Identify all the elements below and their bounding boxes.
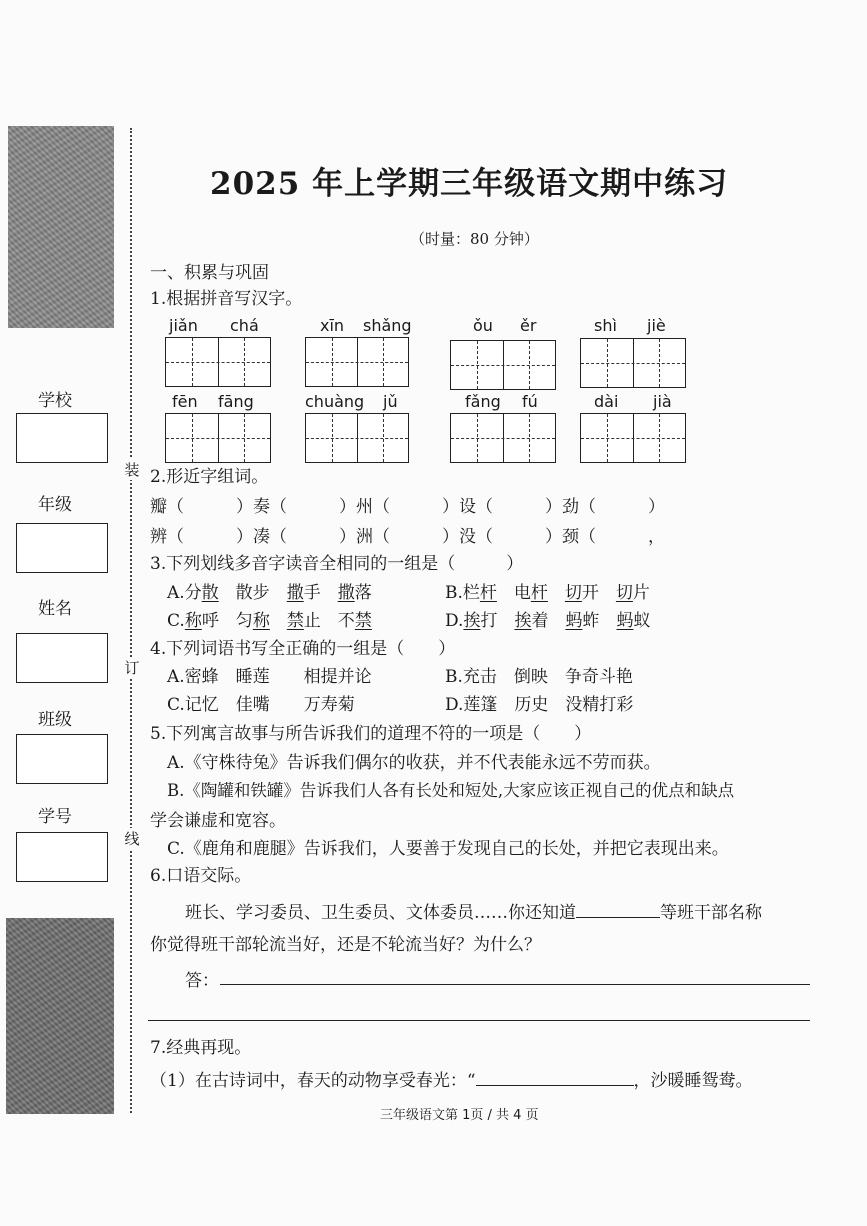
q5-option-b-cont: 学会谦虚和宽容。 xyxy=(150,811,286,831)
section-heading: 一、积累与巩固 xyxy=(150,263,269,283)
pinyin: fǎng xyxy=(465,392,501,411)
school-label: 学校 xyxy=(38,391,72,411)
text: 着 xyxy=(531,611,566,631)
q3-option-d xyxy=(445,606,650,631)
q5-option-b: B.《陶罐和铁罐》告诉我们人各有长处和短处,大家应该正视自己的优点和缺点 xyxy=(167,781,735,800)
text: 片 xyxy=(632,583,650,603)
text: ，沙暖睡鸳鸯。 xyxy=(633,1071,753,1091)
student-id-label: 学号 xyxy=(38,807,72,827)
underlined-char: 蚂 xyxy=(616,611,634,631)
underlined-char: 杆 xyxy=(530,583,548,603)
q2-item: 辨（ xyxy=(150,527,184,547)
q4-option-a: A.密蜂 睡莲 相提并论 xyxy=(167,667,372,687)
q2-item: ）奏（ xyxy=(236,497,287,517)
tian-grid-4[interactable] xyxy=(580,338,686,388)
text: 蚱 xyxy=(582,611,617,631)
text: 散步 xyxy=(218,583,287,603)
tian-grid-1[interactable] xyxy=(165,337,271,387)
pinyin: jiǎn xyxy=(169,316,198,335)
name-label: 姓名 xyxy=(38,599,72,619)
text: 落 xyxy=(354,583,372,603)
q4-prompt: 4.下列词语书写全正确的一组是（ ） xyxy=(150,639,456,659)
pinyin: ěr xyxy=(520,316,537,335)
q2-item: ）劲（ xyxy=(545,497,596,517)
fill-blank[interactable] xyxy=(576,917,660,918)
text: 止 不 xyxy=(303,611,355,631)
underlined-char: 杆 xyxy=(479,583,497,603)
pinyin: chá xyxy=(230,316,259,335)
binding-char-xian: 线 xyxy=(124,830,140,848)
q2-row-1 xyxy=(150,492,665,517)
text: 手 xyxy=(303,583,338,603)
page-footer: 三年级语文第 1页 / 共 4 页 xyxy=(380,1108,539,1123)
time-limit: （时量：80 分钟） xyxy=(410,230,539,248)
pinyin: jià xyxy=(653,392,672,411)
q4-option-b: B.充击 倒映 争奇斗艳 xyxy=(445,667,633,687)
q6-text-1 xyxy=(185,898,762,923)
underlined-char: 切 xyxy=(615,583,633,603)
q5-option-a: A.《守株待兔》告诉我们偶尔的收获，并不代表能永远不劳而获。 xyxy=(167,753,661,773)
text: 班长、学习委员、卫生委员、文体委员……你还知道 xyxy=(185,903,576,923)
q2-item: ） xyxy=(648,497,665,517)
pinyin: shì xyxy=(594,316,617,335)
q3-option-a xyxy=(167,578,372,603)
pinyin: jiè xyxy=(647,316,666,335)
binding-line xyxy=(130,128,132,1113)
q6-prompt: 6.口语交际。 xyxy=(150,866,252,886)
fill-blank[interactable] xyxy=(476,1085,634,1086)
tian-grid-2[interactable] xyxy=(305,337,409,387)
q3-option-c xyxy=(167,606,372,631)
class-field[interactable] xyxy=(16,734,108,784)
text: 电 xyxy=(496,583,531,603)
grade-label: 年级 xyxy=(38,495,72,515)
answer-label: 答： xyxy=(185,971,219,991)
text: 开 xyxy=(581,583,616,603)
tian-grid-6[interactable] xyxy=(305,413,409,463)
q2-item: 瓣（ xyxy=(150,497,184,517)
name-field[interactable] xyxy=(16,633,108,683)
tian-grid-5[interactable] xyxy=(165,413,271,463)
q2-item: ）凑（ xyxy=(236,527,287,547)
answer-line-2[interactable] xyxy=(148,1020,810,1021)
text: C. xyxy=(167,611,185,631)
text xyxy=(270,611,287,631)
pinyin: shǎng xyxy=(363,316,412,335)
underlined-char: 称 xyxy=(252,611,270,631)
text: （1）在古诗词中，春天的动物享受春光：“ xyxy=(150,1071,476,1091)
q2-item: ， xyxy=(648,527,665,547)
underlined-char: 切 xyxy=(564,583,582,603)
underlined-char: 挨 xyxy=(463,611,481,631)
q5-prompt: 5.下列寓言故事与所告诉我们的道理不符的一项是（ ） xyxy=(150,724,592,744)
q2-item: ）州（ xyxy=(339,497,390,517)
pinyin: dài xyxy=(594,392,619,411)
text xyxy=(548,583,565,603)
text: 蚁 xyxy=(633,611,651,631)
underlined-char: 撒 xyxy=(337,583,355,603)
answer-line-1[interactable] xyxy=(220,984,810,985)
student-id-field[interactable] xyxy=(16,832,108,882)
q1-prompt: 1.根据拼音写汉字。 xyxy=(150,289,303,309)
pinyin: fāng xyxy=(218,392,254,411)
q4-option-d: D.莲篷 历史 没精打彩 xyxy=(445,695,634,715)
text: A.分 xyxy=(167,583,202,603)
q2-item: ）颈（ xyxy=(545,527,596,547)
text: D. xyxy=(445,611,464,631)
underlined-char: 称 xyxy=(184,611,202,631)
class-label: 班级 xyxy=(38,710,72,730)
page-title: 2025 年上学期三年级语文期中练习 xyxy=(210,166,729,202)
pinyin: fēn xyxy=(172,392,198,411)
q6-text-2: 你觉得班干部轮流当好，还是不轮流当好？为什么？ xyxy=(150,935,541,955)
scan-dark-block-top xyxy=(8,126,114,328)
tian-grid-8[interactable] xyxy=(580,413,686,463)
q2-item: ）没（ xyxy=(442,527,493,547)
q7-item-1 xyxy=(150,1066,753,1091)
school-field[interactable] xyxy=(16,413,108,463)
grade-field[interactable] xyxy=(16,523,108,573)
q7-prompt: 7.经典再现。 xyxy=(150,1038,252,1058)
underlined-char: 禁 xyxy=(286,611,304,631)
underlined-char: 禁 xyxy=(354,611,372,631)
text: 呼 匀 xyxy=(201,611,253,631)
q3-option-b xyxy=(445,578,650,603)
q2-prompt: 2.形近字组词。 xyxy=(150,467,269,487)
tian-grid-7[interactable] xyxy=(450,413,556,463)
pinyin: ǒu xyxy=(473,316,493,335)
pinyin: xīn xyxy=(320,316,345,335)
text: B.栏 xyxy=(445,583,480,603)
underlined-char: 撒 xyxy=(286,583,304,603)
pinyin: jǔ xyxy=(383,392,398,411)
q2-row-2 xyxy=(150,522,665,547)
underlined-char: 散 xyxy=(201,583,219,603)
underlined-char: 挨 xyxy=(514,611,532,631)
underlined-char: 蚂 xyxy=(565,611,583,631)
text: 打 xyxy=(480,611,515,631)
tian-grid-3[interactable] xyxy=(450,340,556,390)
scan-dark-block-bottom xyxy=(6,918,114,1114)
binding-char-ding: 订 xyxy=(124,659,140,677)
q4-option-c: C.记忆 佳嘴 万寿菊 xyxy=(167,695,355,715)
pinyin: chuàng xyxy=(305,392,365,411)
q3-prompt: 3.下列划线多音字读音全相同的一组是（ ） xyxy=(150,554,524,574)
binding-char-zhuang: 装 xyxy=(124,461,140,479)
text: 等班干部名称 xyxy=(660,903,762,923)
q5-option-c: C.《鹿角和鹿腿》告诉我们，人要善于发现自己的长处，并把它表现出来。 xyxy=(167,839,729,859)
q2-item: ）洲（ xyxy=(339,527,390,547)
q2-item: ）设（ xyxy=(442,497,493,517)
pinyin: fú xyxy=(522,392,538,411)
